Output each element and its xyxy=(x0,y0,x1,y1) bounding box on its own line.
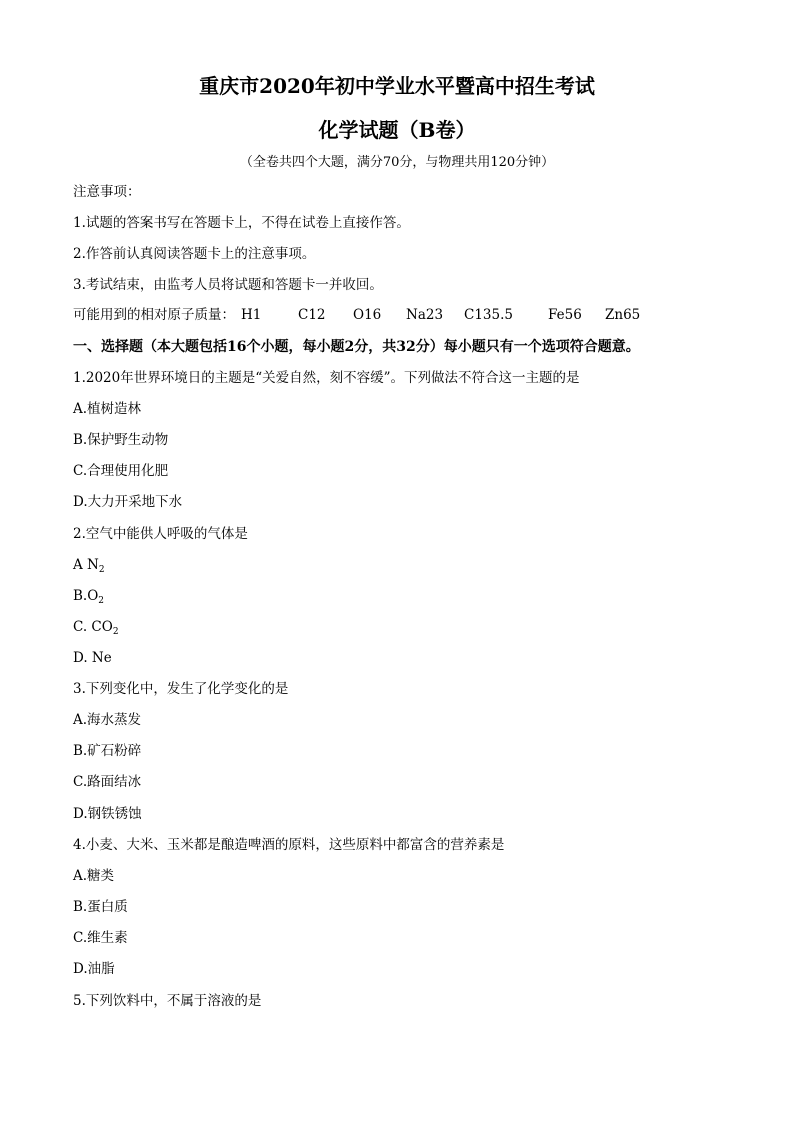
option-text: C. CO xyxy=(73,619,113,635)
atomic-mass-value: H1 xyxy=(241,307,262,323)
question-option: C.维生素 xyxy=(73,930,128,946)
page-subtitle: 化学试题（B卷） xyxy=(318,118,476,142)
question-option: B.矿石粉碎 xyxy=(73,743,142,759)
question-option xyxy=(73,649,112,667)
question-option: A.海水蒸发 xyxy=(73,712,142,728)
question-option: B.蛋白质 xyxy=(73,899,128,915)
question-stem: 3.下列变化中，发生了化学变化的是 xyxy=(73,681,289,697)
subscript: 2 xyxy=(98,565,105,575)
question-option: D.钢铁锈蚀 xyxy=(73,806,142,822)
question-option xyxy=(73,618,119,636)
exam-note: （全卷共四个大题，满分70分，与物理共用120分钟） xyxy=(239,155,555,170)
question-option xyxy=(73,556,105,574)
question-option: A.糖类 xyxy=(73,868,115,884)
question-option: B.保护野生动物 xyxy=(73,432,169,448)
section-heading: 一、选择题（本大题包括16个小题，每小题2分，共32分）每小题只有一个选项符合题意。 xyxy=(73,339,640,355)
atomic-mass-label: 可能用到的相对原子质量： xyxy=(73,307,235,323)
question-option: D.油脂 xyxy=(73,961,115,977)
notice-heading: 注意事项： xyxy=(73,184,141,200)
question-option: C.路面结冰 xyxy=(73,774,142,790)
option-text: D. Ne xyxy=(73,650,112,666)
subscript: 2 xyxy=(98,596,105,606)
atomic-mass-value: O16 xyxy=(353,307,382,323)
question-stem: 4.小麦、大米、玉米都是酿造啤酒的原料，这些原料中都富含的营养素是 xyxy=(73,837,505,853)
question-stem: 5.下列饮料中，不属于溶液的是 xyxy=(73,993,262,1009)
option-text: A N xyxy=(73,557,99,573)
question-option: C.合理使用化肥 xyxy=(73,463,169,479)
question-stem: 1.2020年世界环境日的主题是“关爱自然，刻不容缓”。下列做法不符合这一主题的是 xyxy=(73,370,580,386)
page-title: 重庆市2020年初中学业水平暨高中招生考试 xyxy=(199,74,595,98)
subscript: 2 xyxy=(112,627,119,637)
question-option: D.大力开采地下水 xyxy=(73,494,183,510)
notice-item: 1.试题的答案书写在答题卡上，不得在试卷上直接作答。 xyxy=(73,215,410,231)
atomic-mass-value: Na23 xyxy=(406,307,444,323)
atomic-mass-value: C12 xyxy=(298,307,326,323)
notice-item: 2.作答前认真阅读答题卡上的注意事项。 xyxy=(73,246,316,262)
atomic-mass-value: C135.5 xyxy=(464,307,513,323)
option-text: B.O xyxy=(73,588,99,604)
atomic-mass-value: Zn65 xyxy=(605,307,641,323)
question-option xyxy=(73,587,104,605)
atomic-mass-value: Fe56 xyxy=(548,307,582,323)
question-option: A.植树造林 xyxy=(73,401,142,417)
question-stem: 2.空气中能供人呼吸的气体是 xyxy=(73,526,248,542)
notice-item: 3.考试结束，由监考人员将试题和答题卡一并收回。 xyxy=(73,277,383,293)
